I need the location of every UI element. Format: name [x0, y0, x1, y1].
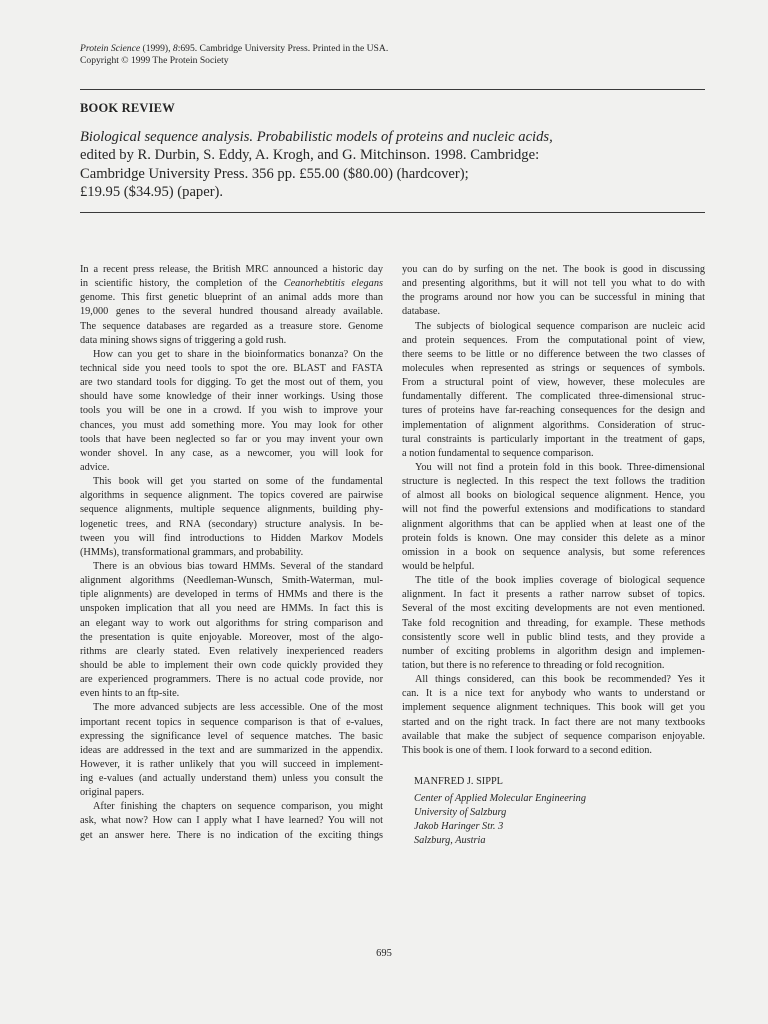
text-line: data mining shows signs of triggering a gold rush.	[80, 334, 287, 346]
text-line: There is an obvious bias toward HMMs. Several of the standard	[93, 560, 383, 572]
text-line: tural constraints is particularly important in the treatment of gaps,	[402, 433, 705, 445]
text-line: the presentation is quite enjoyable. Moreover, most of the algo-	[80, 631, 383, 643]
text-line: protein folds is known. One may consider this delete as a minor	[402, 532, 705, 544]
bottom-divider	[80, 212, 705, 213]
top-divider	[80, 89, 705, 90]
text-line: The sequence databases are regarded as a treasure store. Genome	[80, 320, 383, 332]
journal-page-press: :695. Cambridge University Press. Printed in the USA.	[177, 43, 389, 54]
text-line: You will not find a protein fold in this book. Three-dimensional	[415, 461, 705, 473]
text-line: and presenting algorithms, but it will not tell you what to do with	[402, 278, 705, 290]
species-name: Ceanorhebtitis elegans	[283, 278, 383, 290]
text-line: genome. This first genetic blueprint of an animal adds more than	[80, 292, 383, 304]
text-line: omission in a book on sequence analysis, but some references	[402, 546, 705, 558]
text-line: alignment algorithms (Needleman-Wunsch, Smith-Waterman, mul-	[80, 575, 383, 587]
journal-name: Protein Science	[80, 43, 141, 54]
text-line: you can do by surfing on the net. The book is good in discussing	[402, 264, 705, 275]
text-line: tation, but there is no reference to threading or fold recognition.	[402, 659, 665, 671]
journal-header	[80, 43, 388, 67]
reviewer-name: MANFRED J. SIPPL	[414, 776, 503, 787]
text-line: number of exciting problems in algorithm design and implemen-	[402, 645, 705, 657]
text-line: alignment. In fact it presents a rather narrow subset of topics.	[402, 589, 705, 601]
text-line: ask, what now? How can I apply what I have learned? You will not	[80, 815, 383, 827]
book-title: Biological sequence analysis. Probabilistic models of proteins and nucleic acids,	[80, 129, 553, 145]
affiliation-line: University of Salzburg	[414, 807, 507, 819]
text-line: available that make the subject of sequence comparison enjoyable.	[402, 730, 705, 742]
text-line: Take fold recognition and threading, for example. These methods	[402, 617, 705, 629]
text-line: database.	[402, 306, 441, 318]
affiliation-line: Salzburg, Austria	[414, 835, 486, 847]
text-line: are two standard tools for digging. To get the most out of them, you	[80, 377, 383, 389]
text-line: The title of the book implies coverage of biological sequence	[415, 575, 705, 587]
text-line: implementation of alignment algorithms. Consideration of struc-	[402, 419, 705, 431]
text-line: get an answer here. There is no indication of the exciting things	[80, 829, 383, 841]
text-line: After finishing the chapters on sequence comparison, you might	[93, 801, 383, 813]
text-line: the programs around nor how you can be successful in mining that	[402, 292, 705, 304]
affiliation-line: Center of Applied Molecular Engineering	[414, 793, 586, 804]
left-text-column	[80, 263, 383, 843]
text-line: rithms are clearly stated. Even relatively inexperienced readers	[80, 645, 383, 657]
text-line: should have some knowledge of their inner workings. Using those	[80, 391, 383, 403]
text-line: molecules when represented as strings or sequences of symbols.	[402, 362, 705, 374]
text-line: This book will get you started on some of the fundamental	[93, 476, 383, 488]
copyright-line: Copyright © 1999 The Protein Society	[80, 55, 229, 66]
text-line: fundamentally different. The complicated three-dimensional struc-	[402, 391, 705, 403]
text-line: ideas are addressed in the text and are summarized in the appendix.	[80, 744, 383, 756]
right-text-column	[402, 263, 705, 758]
text-line: From a structural point of view, however, these molecules are	[402, 377, 705, 389]
text-line: How can you get to share in the bioinformatics bonanza? On the	[93, 348, 383, 360]
text-line: unspoken implication that all you need are HMMs. In fact this is	[80, 603, 383, 615]
text-line: technical side you need tools to spot the ore. BLAST and FASTA	[80, 362, 383, 374]
text-line: sequence alignments, multiple sequence alignments, building phy-	[80, 504, 383, 516]
text-line: algorithms in sequence alignment. The topics covered are pairwise	[80, 490, 383, 502]
text-line: tools that have been neglected so far or you may invent your own	[80, 433, 383, 445]
text-line: there seems to be little or no difference between the two classes of	[402, 348, 705, 360]
text-line: The more advanced subjects are less accessible. One of the most	[93, 702, 383, 714]
text-line: wonder shovel. In any case, as a newcomer, you will look for	[80, 447, 383, 459]
journal-citation-line	[80, 43, 388, 55]
text-line: tools you will be one in a crowd. If you wish to improve your	[80, 405, 383, 417]
page-number: 695	[376, 948, 392, 959]
text-line: tures of proteins have far-reaching consequences for the design and	[402, 405, 705, 417]
text-line: logenetic trees, and RNA (secondary) structure analysis. In be-	[80, 518, 383, 530]
reviewer-signature	[414, 775, 586, 849]
text-line: should be able to implement their own code quickly provided they	[80, 659, 383, 671]
text-line: in scientific history, the completion of the Ceanorhebtitis elegans	[80, 278, 383, 290]
text-line: implement sequence alignment techniques. This book will get you	[402, 702, 705, 714]
journal-volume: 8	[172, 43, 178, 54]
text-line: The subjects of biological sequence comparison are nucleic acid	[415, 320, 705, 332]
text-line: structure is neglected. In this respect the text follows the tradition	[402, 476, 705, 488]
text-line: expressing the significance level of sequence matches. The basic	[80, 730, 383, 742]
text-line: are experienced programmers. There is no actual code provide, nor	[80, 674, 383, 686]
section-label: BOOK REVIEW	[80, 101, 175, 115]
text-line: consistently score well in public blind tests, and they provide a	[402, 631, 705, 643]
text-line: would be helpful.	[402, 560, 475, 572]
journal-year: (1999),	[140, 43, 173, 54]
text-line: However, it is rather unlikely that you will succeed in implement-	[80, 758, 383, 770]
book-citation	[80, 128, 708, 201]
text-line: All things considered, can this book be recommended? Yes it	[415, 674, 705, 686]
text-line: Several of the most exciting developments are not even mentioned.	[402, 603, 705, 615]
text-line: (HMMs), transformational grammars, and probability.	[80, 546, 304, 558]
text-line: and protein sequences. From the computational point of view,	[402, 334, 705, 346]
text-line: 19,000 genes to the several hundred thousand already available.	[80, 306, 383, 318]
book-details-line: Cambridge University Press. 356 pp. £55.00 ($80.00) (hardcover);	[80, 165, 469, 182]
affiliation-line: Jakob Haringer Str. 3	[414, 821, 504, 833]
text-line: chances, you must add something more. You may look for other	[80, 419, 383, 431]
text-line: advice.	[80, 461, 110, 473]
text-line: a notion fundamental to sequence comparison.	[402, 447, 594, 459]
text-line: even hints to an ftp-site.	[80, 688, 180, 700]
book-details-line: edited by R. Durbin, S. Eddy, A. Krogh, and G. Mitchinson. 1998. Cambridge:	[80, 147, 540, 164]
book-details-line: £19.95 ($34.95) (paper).	[80, 183, 224, 200]
text-line: tiple alignments) are developed in terms of HMMs and there is the	[80, 589, 383, 601]
text-line: can. It is a nice text for anybody who wants to understand or	[402, 688, 705, 700]
text-line: an elegant way to work out algorithms for string comparison and	[80, 617, 383, 629]
text-line: In a recent press release, the British MRC announced a historic day	[80, 264, 383, 275]
text-line: ing e-values (and actually understand them) unless you consult the	[80, 773, 383, 785]
text-line: started and on the right track. In fact there are not many textbooks	[402, 716, 705, 728]
text-line: This book is one of them. I look forward to a second edition.	[402, 744, 652, 756]
text-line: alignment algorithms that can be applied when at least one of the	[402, 518, 705, 530]
text-line: will not find the powerful extensions and modifications to standard	[402, 504, 705, 516]
text-line: original papers.	[80, 787, 145, 799]
text-line: important recent topics in sequence comparison is that of e-values,	[80, 716, 383, 728]
text-line: tween you will find introductions to Hidden Markov Models	[80, 532, 383, 544]
text-line: of almost all books on biological sequence alignment. Hence, you	[402, 490, 705, 502]
